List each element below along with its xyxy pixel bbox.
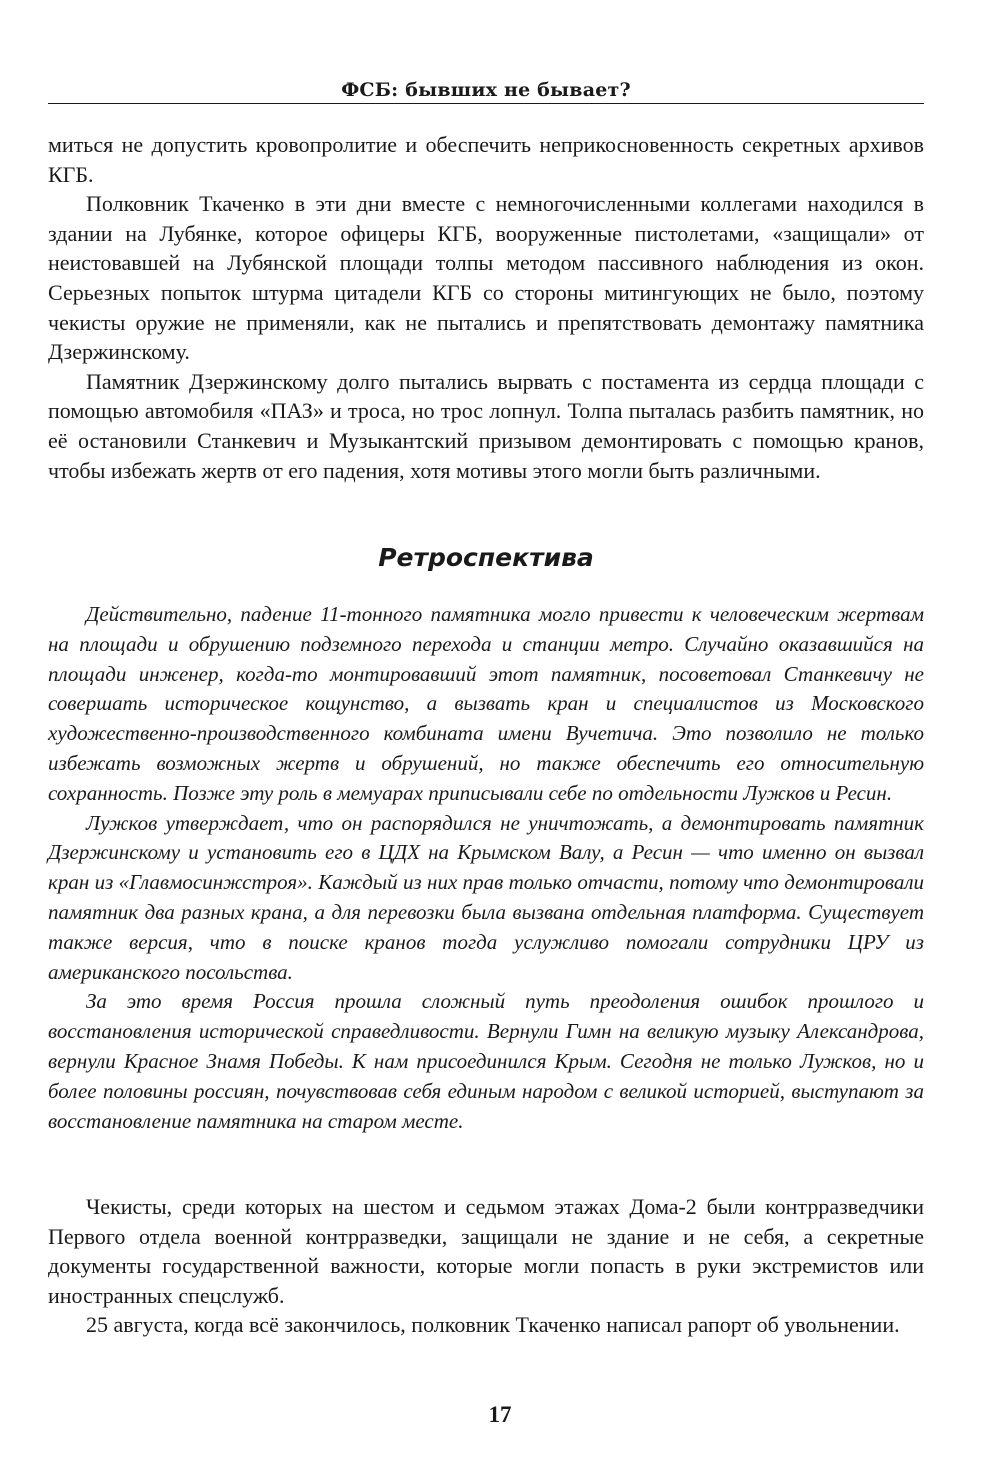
paragraph: Памятник Дзержинскому долго пытались вырвать с постамента из сердца площади с помощью автомобиля «ПАЗ» и троса, но трос лопнул. Толпа пыталась разбить памятник, но её остановили Станкевич и Музыкантский призывом демонтировать с помощью кранов, чтобы избежать жертв от его падения, хотя мотивы этого могли быть различными. [48, 368, 924, 483]
paragraph: миться не допустить кровопролитие и обеспечить неприкосновенность секретных архивов КГБ. [48, 132, 924, 187]
page-number: 17 [488, 1402, 512, 1427]
section-title: Ретроспектива [378, 543, 594, 572]
paragraph: Полковник Ткаченко в эти дни вместе с немногочисленными коллегами находился в здании на Лубянке, которое офицеры КГБ, вооруженные пистолетами, «защищали» от неистовавшей на Лубянской площади толпы методом пассивного наблюдения из окон. Серьезных попыток штурма цитадели КГБ со стороны митингующих не было, поэтому чекисты оружие не применяли, как не пытались и препятствовать демонтажу памятника Дзержинскому. [48, 191, 924, 365]
retrospective-section [48, 600, 924, 1136]
body-bottom [48, 1192, 924, 1340]
paragraph: 25 августа, когда всё закончилось, полковник Ткаченко написал рапорт об увольнении. [86, 1312, 900, 1338]
italic-paragraph: За это время Россия прошла сложный путь преодоления ошибок прошлого и восстановления исторической справедливости. Вернули Гимн на великую музыку Александрова, вернули Красное Знамя Победы. К нам присоединился Крым. Сегодня не только Лужков, но и более половины россиян, почувствовав себя единым народом с великой историей, выступают за восстановление памятника на старом месте. [48, 989, 924, 1133]
italic-paragraph: Действительно, падение 11-тонного памятника могло привести к человеческим жертвам на площади и обрушению подземного перехода и станции метро. Случайно оказавшийся на площади инженер, когда-то монтировавший этот памятник, посоветовал Станкевичу не совершать историческое кощунство, а вызвать кран и специалистов из Московского художественно-производственного комбината имени Вучетича. Это позволило не только избежать возможных жертв и обрушений, но также обеспечить его относительную сохранность. Позже эту роль в мемуарах приписывали себе по отдельности Лужков и Ресин. [48, 602, 924, 805]
header-rule [48, 103, 924, 104]
paragraph: Чекисты, среди которых на шестом и седьмом этажах Дома-2 были контрразведчики Первого отдела военной контрразведки, защищали не здание и не себя, а секретные документы государственной важности, которые могли попасть в руки экстремистов или иностранных спецслужб. [48, 1194, 924, 1308]
italic-paragraph: Лужков утверждает, что он распорядился не уничтожать, а демонтировать памятник Дзержинскому и установить его в ЦДХ на Крымском Валу, а Ресин — что именно он вызвал кран из «Главмосинжстроя». Каждый из них прав только отчасти, потому что демонтировали памятник два разных крана, а для перевозки была вызвана отдельная платформа. Существует также версия, что в поиске кранов тогда услужливо помогали сотрудники ЦРУ из американского посольства. [48, 810, 924, 984]
body-top [48, 130, 924, 485]
running-title: ФСБ: бывших не бывает? [341, 79, 631, 101]
